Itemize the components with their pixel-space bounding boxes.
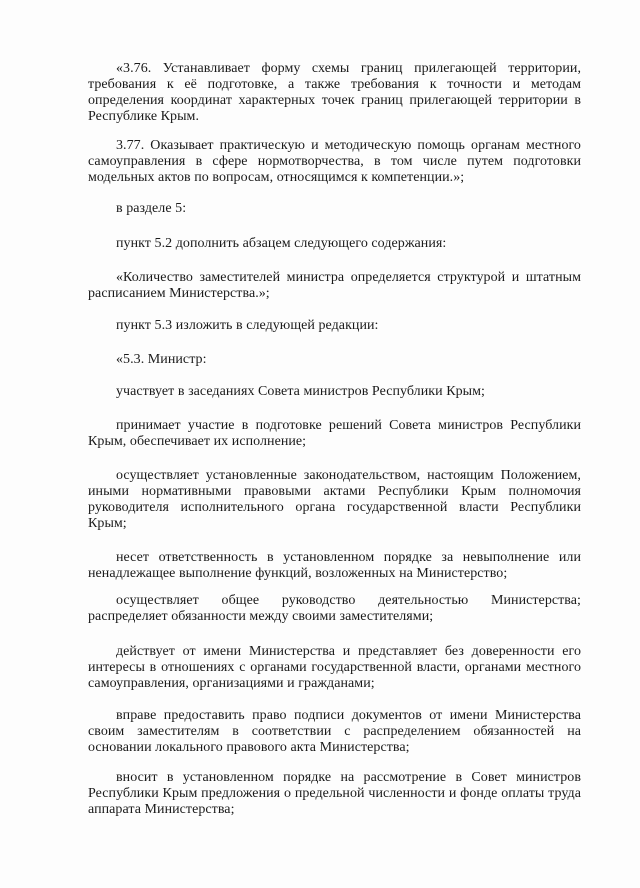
paragraph-deputies-count: «Количество заместителей министра определяется структурой и штатным расписанием Министерства.»; — [88, 270, 581, 301]
paragraph-decisions: принимает участие в подготовке решений Совета министров Республики Крым, обеспечивает их исполнение; — [88, 418, 581, 449]
paragraph-staff-proposals: вносит в установленном порядке на рассмотрение в Совет министров Республики Крым предложения о предельной численности и фонде оплаты труда аппарата Министерства; — [88, 770, 581, 817]
paragraph-general-management: осуществляет общее руководство деятельностью Министерства; распределяет обязанности между своими заместителями; — [88, 593, 581, 624]
paragraph-section-5: в разделе 5: — [116, 201, 187, 216]
paragraph-minister-heading: «5.3. Министр: — [116, 352, 207, 367]
paragraph-3-76: «3.76. Устанавливает форму схемы границ прилегающей территории, требования к её подготовке, а также требования к точности и методам определения координат характерных точек границ прилегающей территории в Республике Крым. — [88, 61, 581, 124]
paragraph-representation: действует от имени Министерства и представляет без доверенности его интересы в отношениях с органами государственной власти, органами местного самоуправления, организациями и гражданами; — [88, 644, 581, 691]
paragraph-council-meetings: участвует в заседаниях Совета министров Республики Крым; — [116, 384, 485, 399]
paragraph-signature-right: вправе предоставить право подписи документов от имени Министерства своим заместителям в соответствии с распределением обязанностей на основании локального правового акта Министерства; — [88, 708, 581, 755]
paragraph-responsibility: несет ответственность в установленном порядке за невыполнение или ненадлежащее выполнение функций, возложенных на Министерство; — [88, 550, 581, 581]
paragraph-item-5-3: пункт 5.3 изложить в следующей редакции: — [116, 318, 379, 333]
paragraph-item-5-2: пункт 5.2 дополнить абзацем следующего содержания: — [116, 236, 447, 251]
paragraph-3-77: 3.77. Оказывает практическую и методическую помощь органам местного самоуправления в сфере нормотворчества, в том числе путем подготовки модельных актов по вопросам, относящимся к компетенции.»; — [88, 138, 581, 185]
paragraph-powers: осуществляет установленные законодательством, настоящим Положением, иными нормативными правовыми актами Республики Крым полномочия руководителя исполнительного органа государственной власти Республики Крым; — [88, 468, 581, 531]
